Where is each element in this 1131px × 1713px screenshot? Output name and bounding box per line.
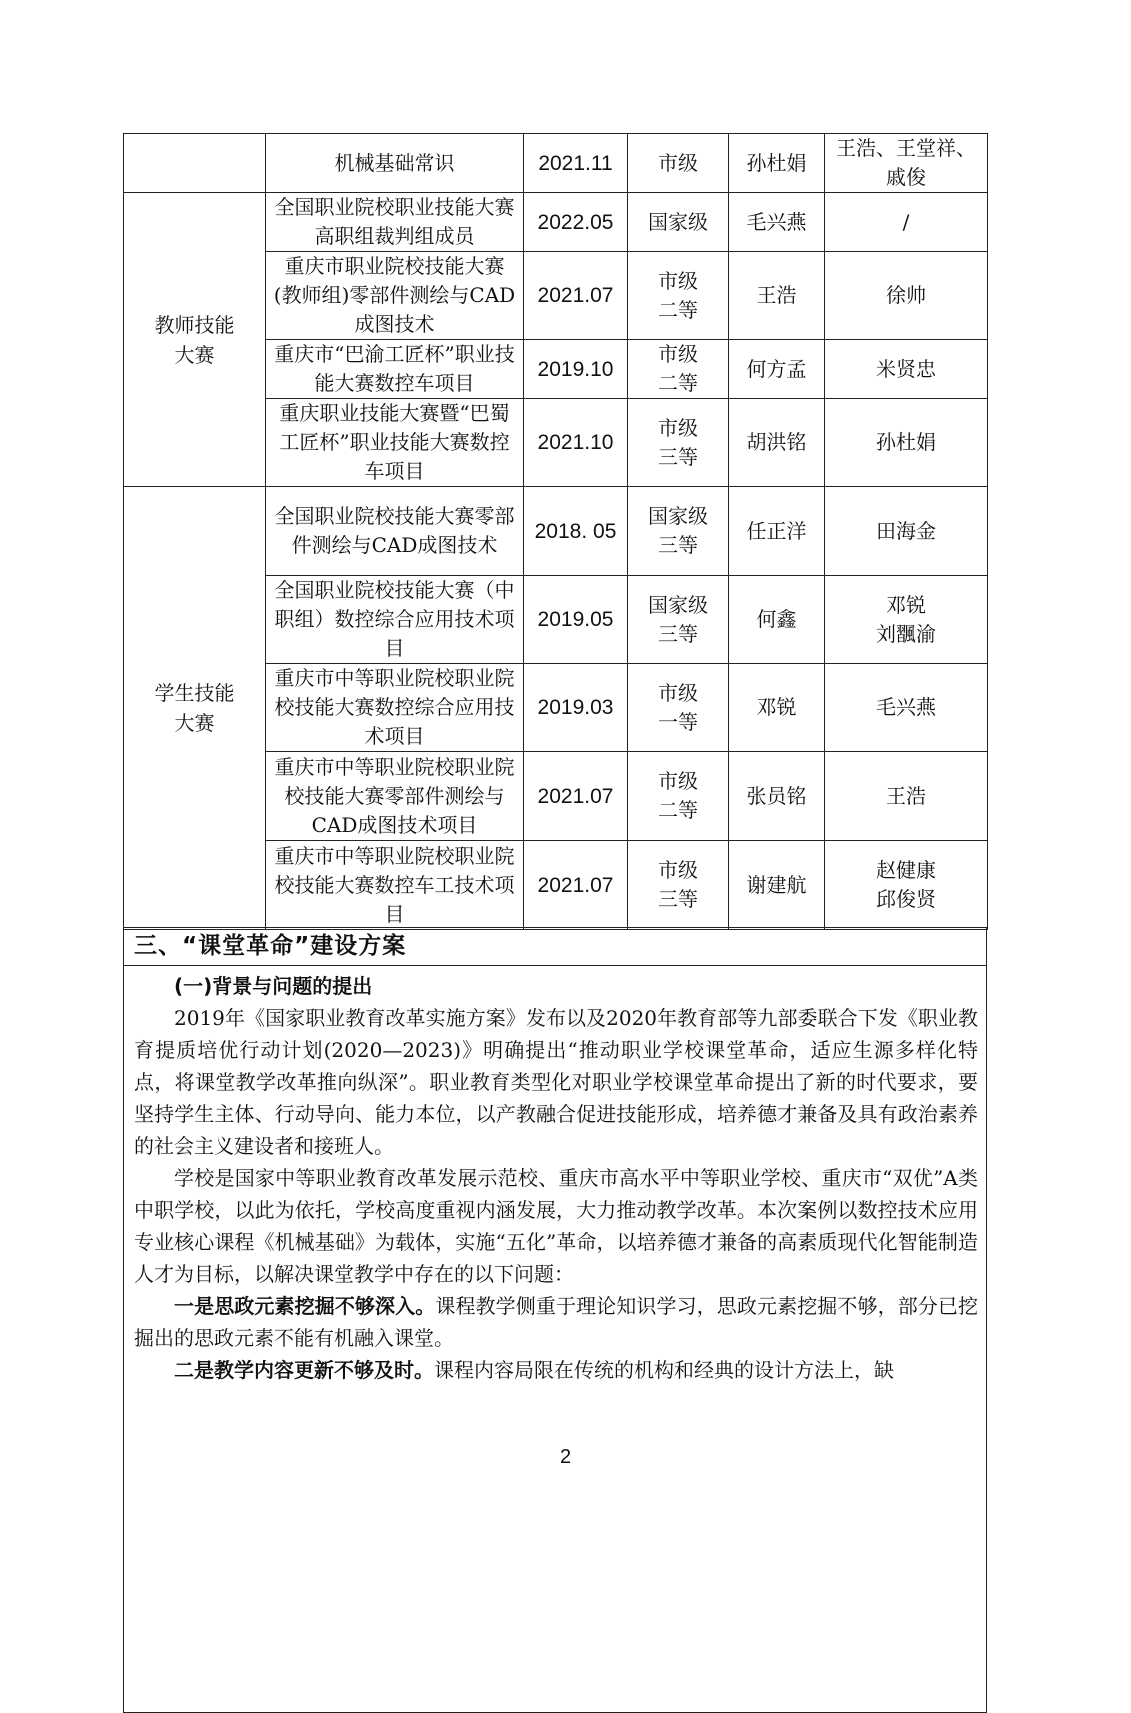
paragraph: 学校是国家中等职业教育改革发展示范校、重庆市高水平中等职业学校、重庆市“双优”A类中职学校，以此为依托，学校高度重视内涵发展，大力推动教学改革。本次案例以数控技术应用专业核心课程《机械基础》为载体，实施“五化”革命，以培养德才兼备的高素质现代化智能制造人才为目标，以解决课堂教学中存在的以下问题： xyxy=(134,1166,978,1286)
project-cell: 重庆市职业院校技能大赛(教师组)零部件测绘与CAD成图技术 xyxy=(266,252,524,340)
level-cell: 国家级 xyxy=(628,193,729,252)
person-cell: 王浩 xyxy=(729,252,825,340)
category-cell-empty xyxy=(124,134,266,193)
date-cell: 2022.05 xyxy=(524,193,628,252)
level-cell: 市级 二等 xyxy=(628,252,729,340)
date-cell: 2021.11 xyxy=(524,134,628,193)
partners-cell: 王浩 xyxy=(825,752,988,841)
classroom-revolution-section xyxy=(123,927,987,1713)
partners-cell: 邓锐 刘飁渝 xyxy=(825,576,988,664)
date-cell: 2021.07 xyxy=(524,252,628,340)
project-cell: 全国职业院校技能大赛零部件测绘与CAD成图技术 xyxy=(266,487,524,576)
paragraph: 2019年《国家职业教育改革实施方案》发布以及2020年教育部等九部委联合下发《职业教育提质培优行动计划(2020—2023)》明确提出“推动职业学校课堂革命，适应生源多样化特点，将课堂教学改革推向纵深”。职业教育类型化对职业学校课堂革命提出了新的时代要求，要坚持学生主体、行动导向、能力本位，以产教融合促进技能形成，培养德才兼备及具有政治素养的社会主义建设者和接班人。 xyxy=(134,1006,978,1158)
date-cell: 2019.05 xyxy=(524,576,628,664)
paragraph xyxy=(134,1354,978,1386)
person-cell: 何方孟 xyxy=(729,340,825,399)
date-cell: 2019.10 xyxy=(524,340,628,399)
table-row xyxy=(124,134,988,193)
table-row xyxy=(124,487,988,576)
level-cell: 市级 三等 xyxy=(628,841,729,930)
person-cell: 邓锐 xyxy=(729,664,825,752)
section-heading: 三、“课堂革命”建设方案 xyxy=(124,927,986,966)
problem-text: 课程教学侧重于理论知识学习，思政元素挖掘不够，部分已挖掘出的思政元素不能有机融入课堂。 xyxy=(134,1294,979,1350)
partners-cell: 孙杜娟 xyxy=(825,399,988,487)
awards-table xyxy=(123,133,988,930)
partners-cell: 徐帅 xyxy=(825,252,988,340)
level-cell: 市级 三等 xyxy=(628,399,729,487)
level-cell: 市级 一等 xyxy=(628,664,729,752)
partners-cell: 毛兴燕 xyxy=(825,664,988,752)
date-cell: 2018. 05 xyxy=(524,487,628,576)
table-row xyxy=(124,193,988,252)
level-cell: 市级 二等 xyxy=(628,752,729,841)
page-number: 2 xyxy=(559,1446,572,1468)
partners-cell: 王浩、王堂祥、戚俊 xyxy=(825,134,988,193)
person-cell: 谢建航 xyxy=(729,841,825,930)
project-cell: 重庆市中等职业院校职业院校技能大赛数控车工技术项目 xyxy=(266,841,524,930)
level-cell: 国家级 三等 xyxy=(628,487,729,576)
level-cell: 市级 二等 xyxy=(628,340,729,399)
person-cell: 何鑫 xyxy=(729,576,825,664)
date-cell: 2019.03 xyxy=(524,664,628,752)
date-cell: 2021.10 xyxy=(524,399,628,487)
date-cell: 2021.07 xyxy=(524,752,628,841)
category-cell-teacher: 教师技能 大赛 xyxy=(124,193,266,487)
partners-cell: 田海金 xyxy=(825,487,988,576)
paragraph xyxy=(134,1290,978,1354)
section-body xyxy=(124,966,986,1386)
person-cell: 张员铭 xyxy=(729,752,825,841)
project-cell: 重庆市中等职业院校职业院校技能大赛数控综合应用技术项目 xyxy=(266,664,524,752)
person-cell: 胡洪铭 xyxy=(729,399,825,487)
person-cell: 孙杜娟 xyxy=(729,134,825,193)
partners-cell: / xyxy=(825,193,988,252)
project-cell: 全国职业院校职业技能大赛高职组裁判组成员 xyxy=(266,193,524,252)
project-cell: 机械基础常识 xyxy=(266,134,524,193)
problem-lead: 二是教学内容更新不够及时。 xyxy=(174,1358,434,1382)
project-cell: 重庆市“巴渝工匠杯”职业技能大赛数控车项目 xyxy=(266,340,524,399)
problem-text: 课程内容局限在传统的机构和经典的设计方法上，缺 xyxy=(434,1358,894,1382)
date-cell: 2021.07 xyxy=(524,841,628,930)
level-cell: 市级 xyxy=(628,134,729,193)
problem-lead: 一是思政元素挖掘不够深入。 xyxy=(174,1294,436,1318)
sub-heading: (一)背景与问题的提出 xyxy=(174,974,373,998)
level-cell: 国家级 三等 xyxy=(628,576,729,664)
project-cell: 重庆市中等职业院校职业院校技能大赛零部件测绘与CAD成图技术项目 xyxy=(266,752,524,841)
category-cell-student: 学生技能 大赛 xyxy=(124,487,266,930)
person-cell: 毛兴燕 xyxy=(729,193,825,252)
partners-cell: 米贤忠 xyxy=(825,340,988,399)
partners-cell: 赵健康 邱俊贤 xyxy=(825,841,988,930)
person-cell: 任正洋 xyxy=(729,487,825,576)
project-cell: 全国职业院校技能大赛（中职组）数控综合应用技术项目 xyxy=(266,576,524,664)
project-cell: 重庆职业技能大赛暨“巴蜀工匠杯”职业技能大赛数控车项目 xyxy=(266,399,524,487)
